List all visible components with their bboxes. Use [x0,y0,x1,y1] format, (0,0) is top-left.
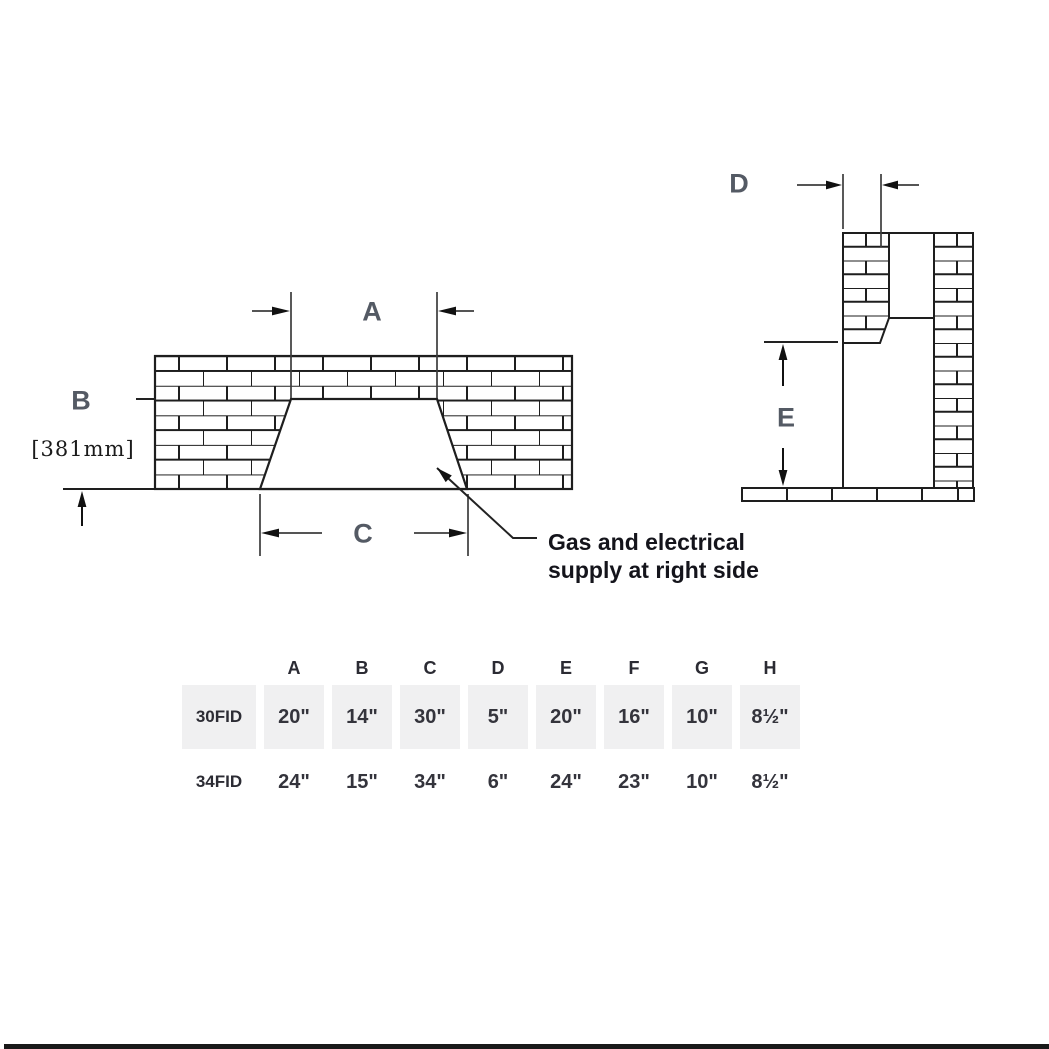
value-cell: 14" [332,685,392,749]
dimension-b [63,399,156,526]
value-cell: 30" [400,685,460,749]
value-cell: 20" [536,685,596,749]
table-header-row [182,651,982,685]
hearth-floor [742,488,974,501]
col-header-h: H [763,657,777,678]
col-header-d: D [491,657,505,678]
value-cell: 10" [672,685,732,749]
value-cell: 24" [550,770,582,793]
arrowhead-left-icon [261,529,279,538]
col-header-e: E [559,657,572,678]
dimension-table [182,651,982,805]
col-header-g: G [694,657,709,678]
value-cell: 16" [604,685,664,749]
value-cell: 15" [346,770,378,793]
value-cell: 20" [264,685,324,749]
supply-annotation-line1: Gas and electrical [548,529,745,555]
arrowhead-up-icon [779,344,788,360]
value-cell: 6" [487,770,509,793]
table-corner-cell [182,651,256,685]
chimney-front-column [843,233,889,343]
arrowhead-right-icon [449,529,467,538]
rear-brick-wall [934,233,973,488]
arrowhead-left-icon [438,307,456,316]
dimension-e [764,342,838,486]
side-view [742,174,974,501]
value-cell: 24" [278,770,310,793]
table-row-34fid [182,759,982,805]
arrowhead-right-icon [272,307,290,316]
arrowhead-left-icon [882,181,898,190]
col-header-b: B [355,657,369,678]
metric-note-381mm: [381mm] [31,437,135,461]
row-label: 30FID [182,685,256,749]
value-cell: 34" [414,770,446,793]
arrowhead-right-icon [826,181,842,190]
dim-label-d: D [729,168,749,199]
col-header-f: F [628,657,640,678]
dim-label-e: E [776,402,796,433]
value-cell: 5" [468,685,528,749]
footer-divider-bar [4,1044,1049,1049]
value-cell: 23" [618,770,650,793]
arrowhead-up-icon [78,491,87,507]
table-row-30fid [182,685,982,749]
value-cell: 8½" [740,685,800,749]
row-label: 34FID [195,772,243,791]
col-header-c: C [423,657,437,678]
supply-annotation-line2: supply at right side [548,557,759,583]
value-cell: 10" [686,770,718,793]
arrowhead-down-icon [779,470,788,486]
dim-label-b: B [71,385,91,416]
fireplace-opening [260,399,467,489]
dim-label-c: C [353,518,373,549]
dim-label-a: A [362,296,382,327]
col-header-a: A [287,657,301,678]
supply-annotation [548,528,798,584]
front-view [63,292,572,556]
value-cell: 8½" [751,770,789,793]
